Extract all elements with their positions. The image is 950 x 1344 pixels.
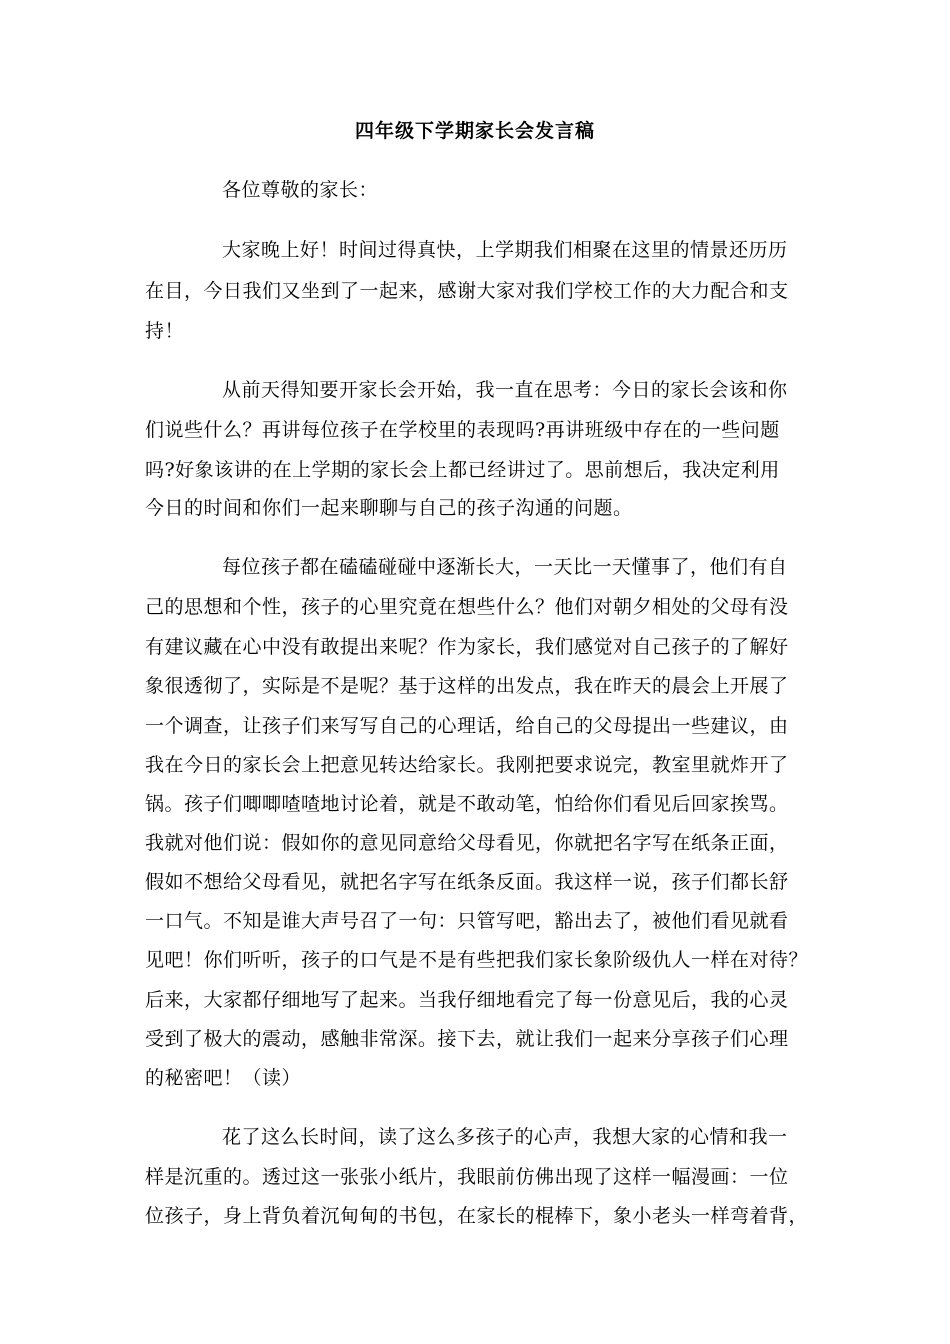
paragraph-2-line-4: 今日的时间和你们一起来聊聊与自己的孩子沟通的问题。	[145, 497, 633, 519]
paragraph-3-line-7: 锅。孩子们唧唧喳喳地讨论着，就是不敢动笔，怕给你们看见后回家挨骂。	[145, 793, 789, 815]
paragraph-3-line-11: 见吧！你们听听，孩子的口气是不是有些把我们家长象阶级仇人一样在对待？	[145, 949, 809, 971]
paragraph-2-line-1: 从前天得知要开家长会开始，我一直在思考：今日的家长会该和你	[222, 379, 788, 401]
paragraph-3-line-5: 一个调查，让孩子们来写写自己的心理话，给自己的父母提出一些建议，由	[145, 715, 789, 737]
paragraph-1-line-2: 在目，今日我们又坐到了一起来，感谢大家对我们学校工作的大力配合和支	[145, 280, 789, 302]
paragraph-2-line-2: 们说些什么？再讲每位孩子在学校里的表现吗?再讲班级中存在的一些问题	[145, 419, 780, 441]
paragraph-3-line-12: 后来，大家都仔细地写了起来。当我仔细地看完了每一份意见后，我的心灵	[145, 989, 789, 1011]
paragraph-3-line-1: 每位孩子都在磕磕碰碰中逐渐长大，一天比一天懂事了，他们有自	[222, 556, 788, 578]
document-title: 四年级下学期家长会发言稿	[354, 120, 595, 142]
paragraph-3-line-2: 己的思想和个性，孩子的心里究竟在想些什么？他们对朝夕相处的父母有没	[145, 596, 789, 618]
paragraph-3-line-3: 有建议藏在心中没有敢提出来呢？作为家长，我们感觉对自己孩子的了解好	[145, 636, 789, 658]
paragraph-3-line-6: 我在今日的家长会上把意见转达给家长。我刚把要求说完，教室里就炸开了	[145, 754, 789, 776]
paragraph-2-line-3: 吗?好象该讲的在上学期的家长会上都已经讲过了。思前想后，我决定利用	[145, 459, 780, 481]
paragraph-3-line-13: 受到了极大的震动，感触非常深。接下去，就让我们一起来分享孩子们心理	[145, 1028, 789, 1050]
paragraph-1-line-1: 大家晚上好！时间过得真快，上学期我们相聚在这里的情景还历历	[222, 239, 788, 261]
paragraph-3-line-9: 假如不想给父母看见，就把名字写在纸条反面。我这样一说，孩子们都长舒	[145, 871, 789, 893]
paragraph-3-line-10: 一口气。不知是谁大声号召了一句：只管写吧，豁出去了，被他们看见就看	[145, 910, 789, 932]
paragraph-3-line-4: 象很透彻了，实际是不是呢？基于这样的出发点，我在昨天的晨会上开展了	[145, 675, 789, 697]
paragraph-4-line-1: 花了这么长时间，读了这么多孩子的心声，我想大家的心情和我一	[222, 1126, 788, 1148]
paragraph-1-line-3: 持！	[145, 320, 185, 342]
paragraph-3-line-8: 我就对他们说：假如你的意见同意给父母看见，你就把名字写在纸条正面，	[145, 832, 789, 854]
paragraph-4-line-3: 位孩子，身上背负着沉甸甸的书包，在家长的棍棒下，象小老头一样弯着背，	[145, 1205, 809, 1227]
paragraph-4-line-2: 样是沉重的。透过这一张张小纸片，我眼前仿佛出现了这样一幅漫画：一位	[145, 1166, 789, 1188]
salutation: 各位尊敬的家长：	[222, 179, 379, 201]
paragraph-3-line-14: 的秘密吧！（读）	[145, 1067, 302, 1089]
